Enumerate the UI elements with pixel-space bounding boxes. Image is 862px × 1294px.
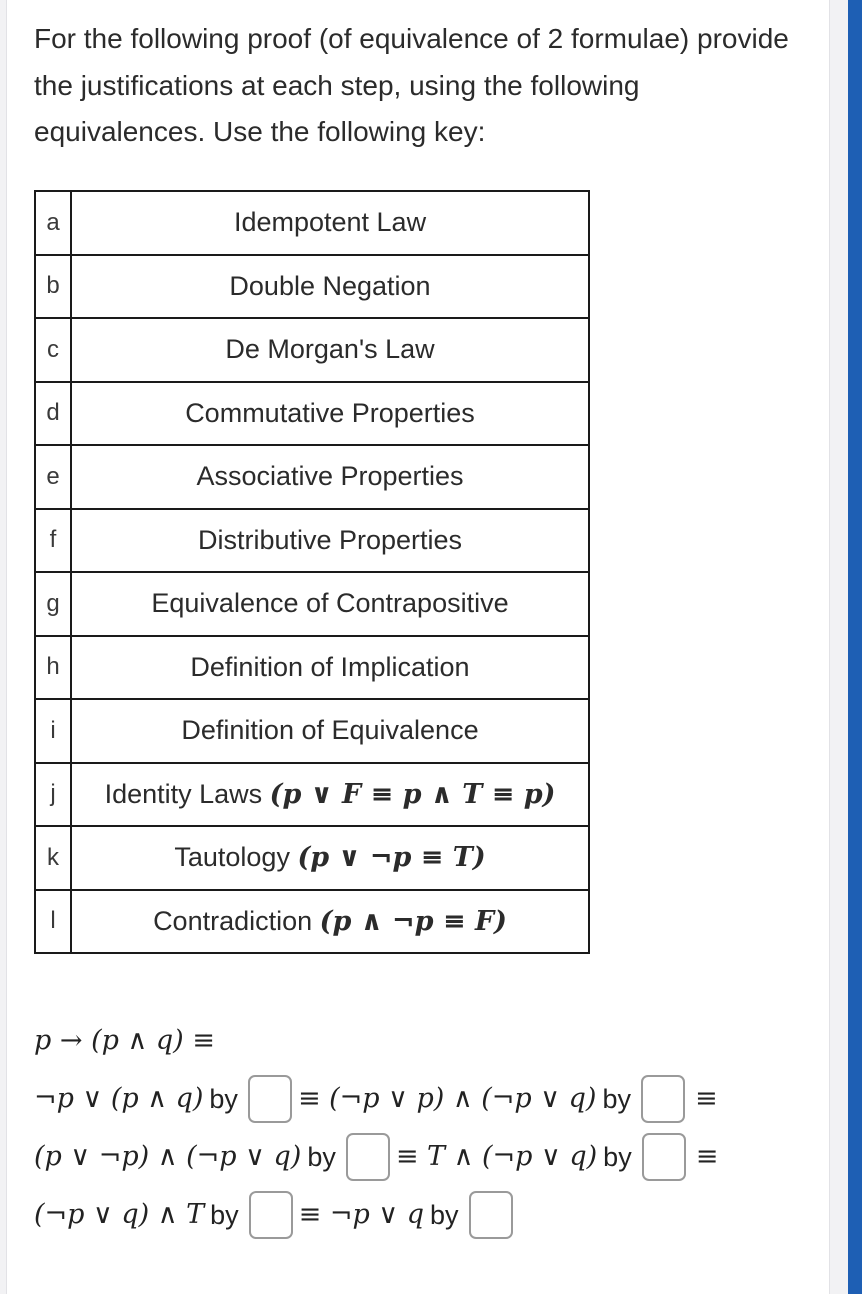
proof-line-1	[34, 1012, 824, 1070]
answer-box-4[interactable]	[642, 1133, 686, 1181]
answer-box-3[interactable]	[346, 1133, 390, 1181]
key-row-e	[35, 445, 589, 509]
by-label: by	[209, 1084, 238, 1114]
key-letter: g	[35, 572, 71, 636]
key-formula: (p ∨ ¬p ≡ T)	[297, 842, 486, 874]
answer-box-6[interactable]	[469, 1191, 513, 1239]
key-label-cell	[71, 191, 589, 255]
answer-box-5[interactable]	[249, 1191, 293, 1239]
proof-line-4	[34, 1186, 824, 1244]
proof-expression: (¬p ∨ q) ∧ T	[34, 1199, 205, 1230]
by-label: by	[603, 1142, 632, 1172]
key-label-cell	[71, 572, 589, 636]
key-label: Definition of Implication	[190, 651, 470, 682]
by-label: by	[429, 1200, 459, 1230]
proof-expression: ≡ ¬p ∨ q	[298, 1199, 424, 1230]
key-letter: j	[35, 763, 71, 827]
key-label-cell	[71, 636, 589, 700]
proof-expression: ≡ T ∧ (¬p ∨ q)	[395, 1141, 598, 1172]
key-letter: i	[35, 699, 71, 763]
key-letter: e	[35, 445, 71, 509]
key-label-cell	[71, 763, 589, 827]
key-label: Tautology	[174, 842, 290, 873]
key-letter: l	[35, 890, 71, 954]
key-label-cell	[71, 890, 589, 954]
key-letter: b	[35, 255, 71, 319]
proof-line-3	[34, 1128, 824, 1186]
proof-expression: ≡ (¬p ∨ p) ∧ (¬p ∨ q)	[297, 1083, 597, 1114]
answer-box-1[interactable]	[248, 1075, 292, 1123]
key-label: Associative Properties	[196, 461, 464, 492]
key-label: Definition of Equivalence	[181, 715, 479, 746]
key-row-c	[35, 318, 589, 382]
key-label: De Morgan's Law	[225, 334, 435, 365]
key-label: Identity Laws	[104, 778, 263, 809]
key-row-k	[35, 826, 589, 890]
key-label-cell	[71, 509, 589, 573]
proof-expression: ¬p ∨ (p ∧ q)	[34, 1083, 204, 1114]
key-label: Distributive Properties	[197, 524, 463, 555]
key-label-cell	[71, 318, 589, 382]
key-letter: h	[35, 636, 71, 700]
equiv-symbol: ≡	[695, 1141, 719, 1172]
proof-expression: p → (p ∧ q) ≡	[34, 1025, 215, 1056]
key-row-g	[35, 572, 589, 636]
key-row-j	[35, 763, 589, 827]
key-row-d	[35, 382, 589, 446]
proof-steps	[34, 1012, 824, 1244]
key-formula: (p ∧ ¬p ≡ F)	[319, 905, 507, 937]
proof-expression: (p ∨ ¬p) ∧ (¬p ∨ q)	[34, 1141, 302, 1172]
key-letter: f	[35, 509, 71, 573]
by-label: by	[210, 1200, 239, 1230]
scroll-accent-bar	[848, 0, 862, 1294]
answer-box-2[interactable]	[641, 1075, 685, 1123]
question-intro: For the following proof (of equivalence of 2 formulae) provide the justifications at each step, using the following equivalences. Use the following key:	[34, 23, 789, 147]
key-label: Equivalence of Contrapositive	[151, 588, 509, 619]
equiv-symbol: ≡	[694, 1083, 718, 1114]
key-label-cell	[71, 255, 589, 319]
key-row-f	[35, 509, 589, 573]
by-label: by	[602, 1084, 631, 1114]
key-label: Idempotent Law	[233, 207, 427, 238]
by-label: by	[307, 1142, 336, 1172]
key-letter: k	[35, 826, 71, 890]
key-row-i	[35, 699, 589, 763]
key-formula: (p ∨ F ≡ p ∧ T ≡ p)	[269, 778, 556, 810]
key-row-h	[35, 636, 589, 700]
key-letter: c	[35, 318, 71, 382]
key-label-cell	[71, 699, 589, 763]
proof-line-2	[34, 1070, 824, 1128]
key-label-cell	[71, 445, 589, 509]
key-label: Contradiction	[153, 905, 313, 936]
key-label-cell	[71, 382, 589, 446]
key-letter: d	[35, 382, 71, 446]
key-row-a	[35, 191, 589, 255]
key-label: Double Negation	[229, 270, 431, 301]
key-table	[34, 190, 590, 954]
key-row-l	[35, 890, 589, 954]
key-letter: a	[35, 191, 71, 255]
key-label: Commutative Properties	[185, 397, 475, 428]
key-row-b	[35, 255, 589, 319]
key-label-cell	[71, 826, 589, 890]
